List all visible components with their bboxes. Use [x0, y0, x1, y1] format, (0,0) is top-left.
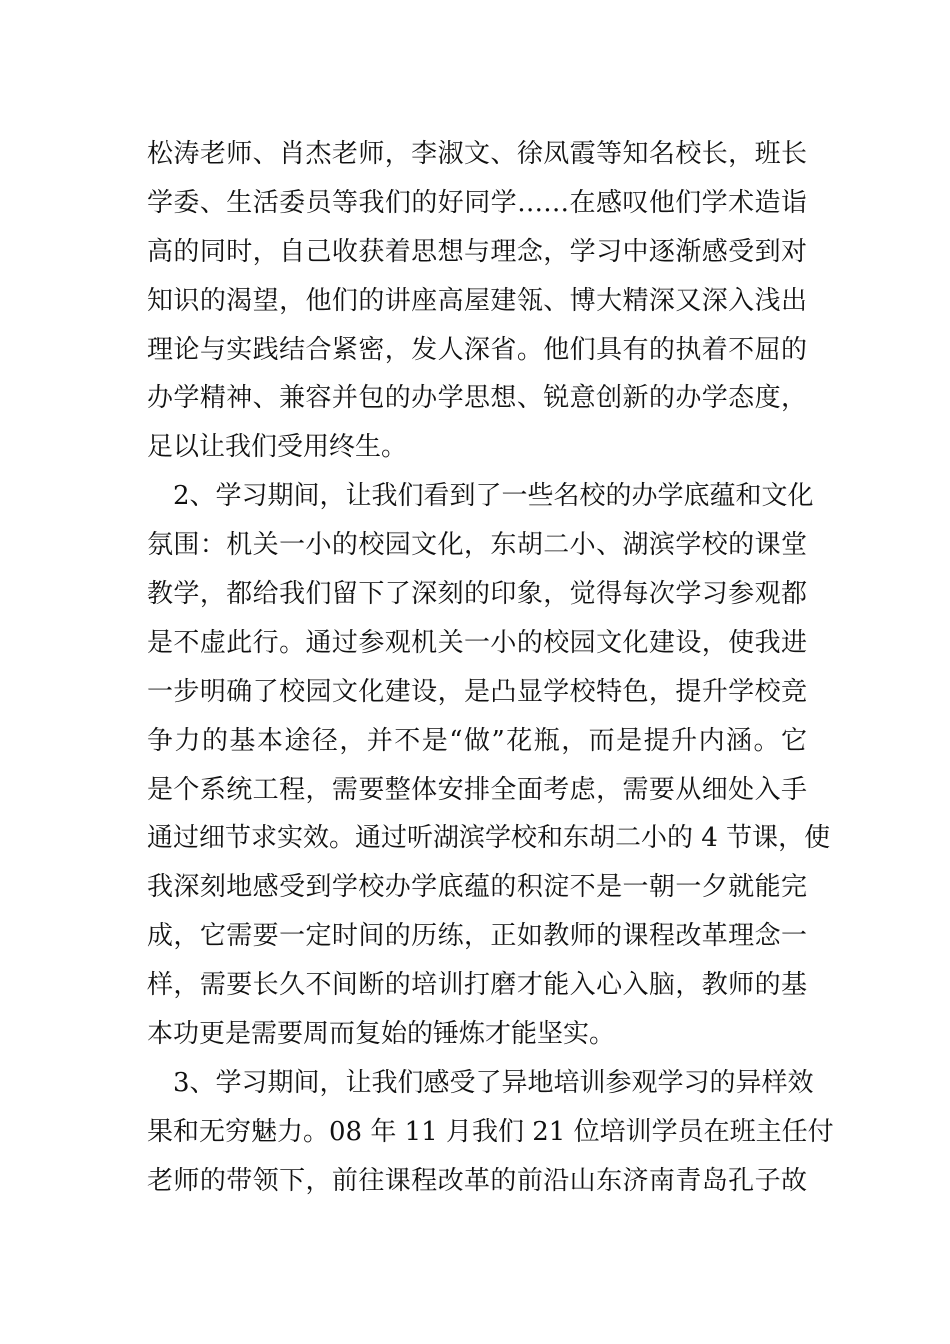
paragraph-line: 是个系统工程，需要整体安排全面考虑，需要从细处入手	[147, 774, 807, 805]
paragraph-line: 3、学习期间，让我们感受了异地培训参观学习的异样效	[173, 1067, 814, 1098]
paragraph-line: 办学精神、兼容并包的办学思想、锐意创新的办学态度，	[147, 383, 807, 414]
paragraph-line: 2、学习期间，让我们看到了一些名校的办学底蕴和文化	[173, 481, 814, 512]
paragraph-line: 我深刻地感受到学校办学底蕴的积淀不是一朝一夕就能完	[147, 872, 807, 903]
paragraph-line: 一步明确了校园文化建设，是凸显学校特色，提升学校竞	[147, 676, 807, 707]
paragraph-line: 通过细节求实效。通过听湖滨学校和东胡二小的 4 节课，使	[147, 823, 831, 854]
paragraph-line: 样，需要长久不间断的培训打磨才能入心入脑，教师的基	[147, 970, 807, 1001]
paragraph-line: 氛围：机关一小的校园文化，东胡二小、湖滨学校的课堂	[147, 530, 807, 561]
paragraph-line: 知识的渴望，他们的讲座高屋建瓴、博大精深又深入浅出	[147, 285, 807, 316]
paragraph-line: 松涛老师、肖杰老师，李淑文、徐凤霞等知名校长，班长	[147, 139, 807, 169]
paragraph-line: 高的同时，自己收获着思想与理念，学习中逐渐感受到对	[147, 236, 807, 267]
document-body	[147, 130, 834, 1206]
paragraph-line: 是不虚此行。通过参观机关一小的校园文化建设，使我进	[147, 627, 807, 658]
paragraph-line: 学委、生活委员等我们的好同学……在感叹他们学术造诣	[147, 187, 807, 218]
paragraph-line: 本功更是需要周而复始的锤炼才能坚实。	[147, 1019, 616, 1050]
paragraph-line: 成，它需要一定时间的历练，正如教师的课程改革理念一	[147, 921, 807, 952]
paragraph-line: 理论与实践结合紧密，发人深省。他们具有的执着不屈的	[147, 334, 807, 365]
paragraph-line: 老师的带领下，前往课程改革的前沿山东济南青岛孔子故	[147, 1165, 807, 1196]
paragraph-line: 足以让我们受用终生。	[147, 432, 408, 463]
paragraph-line: 教学，都给我们留下了深刻的印象，觉得每次学习参观都	[147, 579, 807, 610]
paragraph-line: 争力的基本途径，并不是“做”花瓶，而是提升内涵。它	[147, 725, 807, 756]
paragraph-line: 果和无穷魅力。08 年 11 月我们 21 位培训学员在班主任付	[147, 1116, 834, 1147]
